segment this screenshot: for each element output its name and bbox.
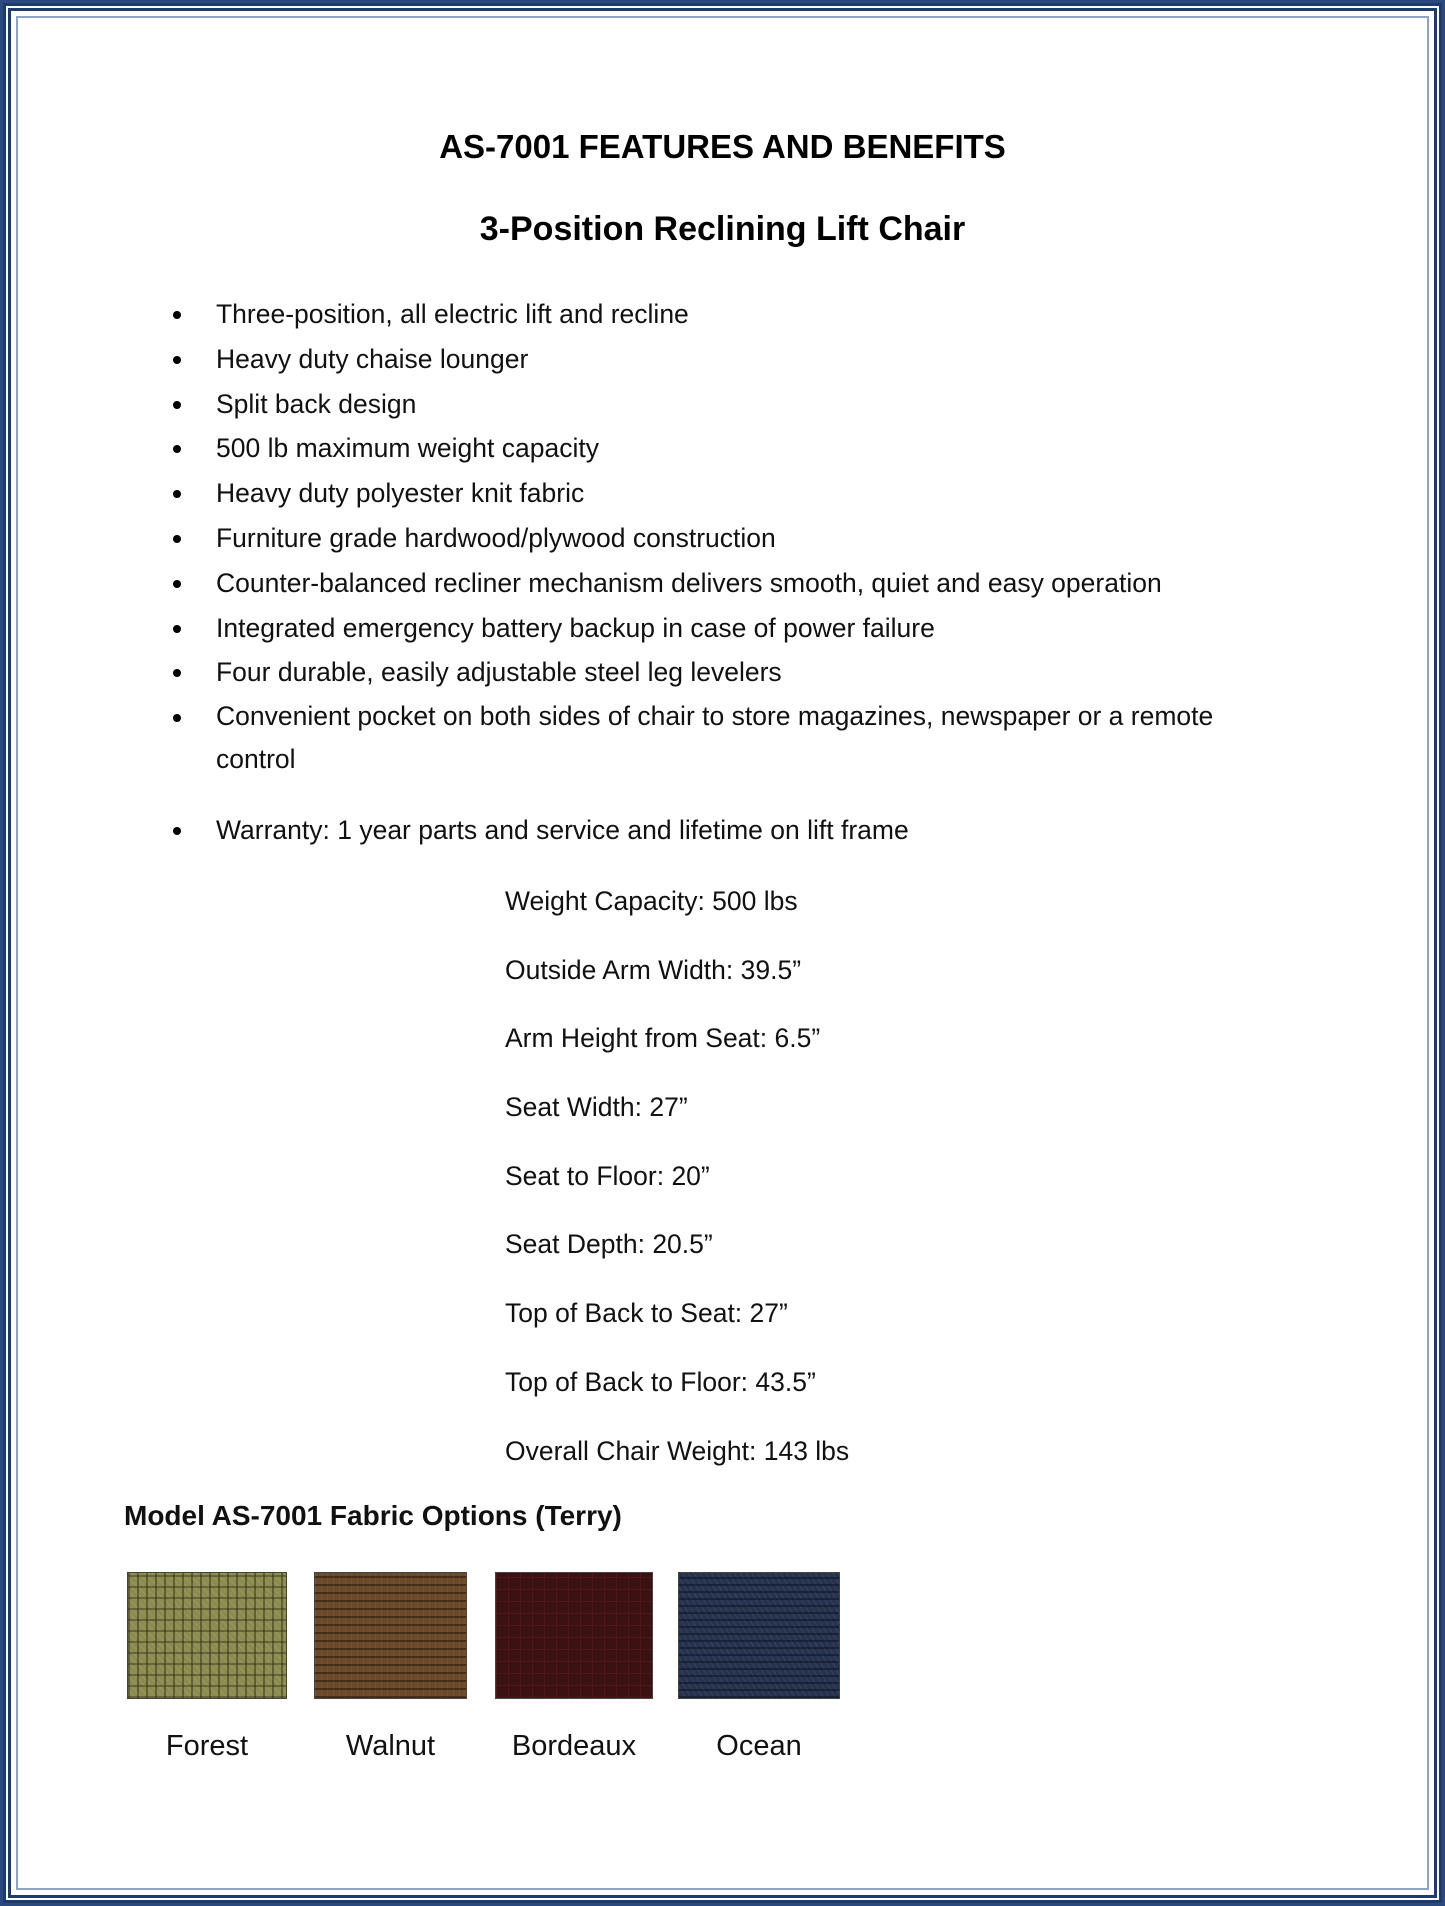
feature-item	[170, 471, 1300, 516]
feature-item	[170, 337, 1300, 382]
feature-text: Split back design	[216, 388, 417, 419]
bullet-icon	[173, 625, 181, 633]
fabric-swatch-forest	[127, 1572, 287, 1699]
feature-item	[170, 650, 1300, 695]
bullet-icon	[173, 311, 181, 319]
feature-item	[170, 695, 1300, 781]
bullet-icon	[173, 714, 181, 722]
bullet-icon	[173, 669, 181, 677]
bullet-icon	[173, 535, 181, 543]
bullet-icon	[173, 356, 181, 364]
bullet-icon	[173, 401, 181, 409]
fabric-label-walnut: Walnut	[345, 1730, 436, 1762]
spec-item: Overall Chair Weight: 143 lbs	[505, 1435, 850, 1466]
fabric-label-ocean: Ocean	[716, 1730, 802, 1762]
feature-text: Heavy duty chaise lounger	[216, 343, 529, 374]
feature-text: 500 lb maximum weight capacity	[216, 433, 599, 464]
feature-item	[170, 382, 1300, 427]
spec-item: Seat Depth: 20.5”	[505, 1229, 713, 1260]
specs-list	[505, 879, 849, 1497]
spec-item: Weight Capacity: 500 lbs	[505, 886, 798, 916]
spec-item: Outside Arm Width: 39.5”	[505, 954, 802, 985]
spec-item: Arm Height from Seat: 6.5”	[505, 1023, 821, 1054]
feature-item	[170, 426, 1300, 471]
feature-item	[170, 561, 1300, 606]
features-list	[170, 292, 1300, 853]
fabric-label-forest: Forest	[165, 1730, 249, 1762]
spec-item: Top of Back to Seat: 27”	[505, 1298, 788, 1329]
feature-text: Counter-balanced recliner mechanism delivers smooth, quiet and easy operation	[216, 567, 1162, 598]
feature-item	[170, 292, 1300, 337]
feature-text: Three-position, all electric lift and recline	[216, 299, 689, 329]
warranty-item	[170, 808, 1300, 853]
bullet-icon	[173, 490, 181, 498]
feature-item	[170, 606, 1300, 651]
feature-text: Four durable, easily adjustable steel leg levelers	[216, 657, 782, 688]
page-subtitle: 3-Position Reclining Lift Chair	[479, 210, 966, 248]
warranty-text: Warranty: 1 year parts and service and lifetime on lift frame	[216, 815, 909, 846]
feature-text: Heavy duty polyester knit fabric	[216, 478, 585, 509]
fabric-options-heading: Model AS-7001 Fabric Options (Terry)	[124, 1500, 622, 1531]
fabric-swatch-ocean	[678, 1572, 840, 1699]
fabric-swatch-bordeaux	[495, 1572, 653, 1699]
spec-item: Seat to Floor: 20”	[505, 1160, 710, 1191]
feature-text: Furniture grade hardwood/plywood construction	[216, 522, 776, 553]
fabric-swatch-walnut	[314, 1572, 467, 1699]
page-title: AS-7001 FEATURES AND BENEFITS	[439, 128, 1006, 165]
bullet-icon	[173, 580, 181, 588]
feature-item	[170, 516, 1300, 561]
feature-text: Convenient pocket on both sides of chair to store magazines, newspaper or a remote control	[216, 701, 1214, 775]
spec-item: Seat Width: 27”	[505, 1092, 688, 1123]
fabric-label-bordeaux: Bordeaux	[511, 1730, 637, 1762]
feature-text: Integrated emergency battery backup in case of power failure	[216, 612, 935, 643]
bullet-icon	[173, 827, 181, 835]
spec-item: Top of Back to Floor: 43.5”	[505, 1366, 816, 1397]
bullet-icon	[173, 445, 181, 453]
